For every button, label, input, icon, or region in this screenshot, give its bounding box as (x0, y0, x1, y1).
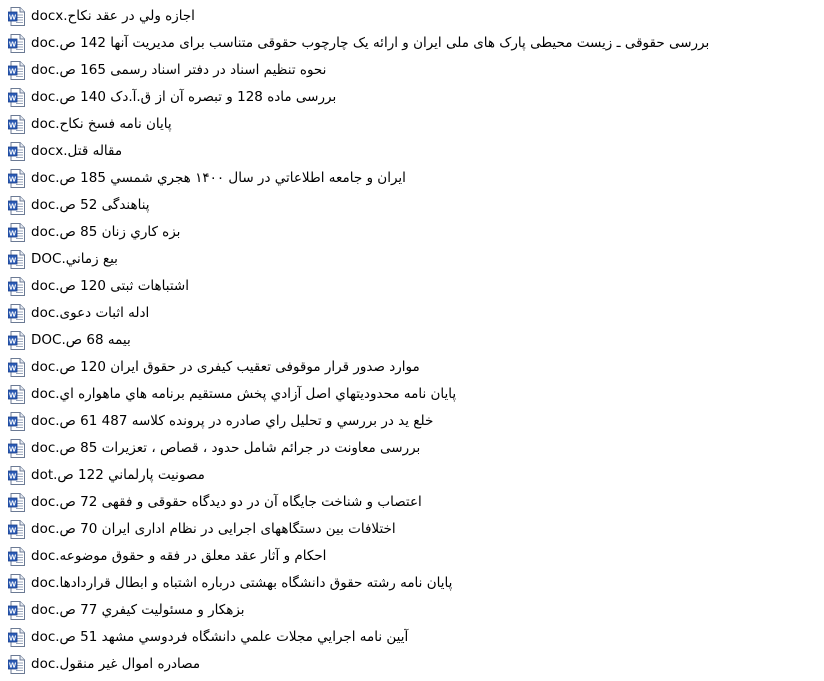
word-document-icon (8, 493, 25, 512)
file-name: پناهندگی 52 ص.doc (31, 197, 150, 213)
file-item[interactable] (0, 462, 824, 489)
svg-text:W: W (8, 255, 17, 265)
svg-text:W: W (8, 93, 17, 103)
file-item[interactable] (0, 111, 824, 138)
file-name: بررسی حقوقی ـ زیست محیطی پارک های ملی ایران و ارائه یک چارچوب حقوقی متناسب برای مدیریت آنها 142 ص.doc (31, 35, 710, 51)
word-document-icon (8, 169, 25, 188)
svg-text:W: W (8, 336, 17, 346)
file-name: بررسی معاونت در جرائم شامل حدود ، قصاص ، تعزیرات 85 ص.doc (31, 440, 421, 456)
file-name: بيع زماني.DOC (31, 251, 118, 267)
word-document-icon (8, 520, 25, 539)
file-name: نحوه تنظیم اسناد در دفتر اسناد رسمی 165 ص.doc (31, 62, 327, 78)
file-name: ادله اثبات دعوی.doc (31, 305, 150, 321)
file-item[interactable] (0, 3, 824, 30)
file-item[interactable] (0, 570, 824, 597)
word-document-icon (8, 655, 25, 674)
file-name: اعتصاب و شناخت جایگاه آن در دو دیدگاه حقوقی و فقهی 72 ص.doc (31, 494, 422, 510)
file-item[interactable] (0, 165, 824, 192)
file-item[interactable] (0, 354, 824, 381)
svg-text:W: W (8, 309, 17, 319)
file-name: مصادره اموال غير منقول.doc (31, 656, 201, 672)
file-item[interactable] (0, 138, 824, 165)
file-item[interactable] (0, 327, 824, 354)
svg-text:W: W (8, 498, 17, 508)
word-document-icon (8, 439, 25, 458)
word-document-icon (8, 358, 25, 377)
word-document-icon (8, 34, 25, 53)
file-item[interactable] (0, 246, 824, 273)
file-item[interactable] (0, 192, 824, 219)
file-name: بزهكار و مسئوليت كيفري 77 ص.doc (31, 602, 245, 618)
word-document-icon (8, 466, 25, 485)
file-name: بررسی ماده 128 و تبصره آن از ق.آ.دک 140 ص.doc (31, 89, 337, 105)
svg-text:W: W (8, 39, 17, 49)
svg-text:W: W (8, 579, 17, 589)
svg-text:W: W (8, 606, 17, 616)
word-document-icon (8, 628, 25, 647)
svg-text:W: W (8, 417, 17, 427)
word-document-icon (8, 88, 25, 107)
word-document-icon (8, 115, 25, 134)
file-name: اختلافات بين دستگاههاى اجرايى در نظام ادارى ايران 70 ص.doc (31, 521, 396, 537)
word-document-icon (8, 385, 25, 404)
svg-text:W: W (8, 444, 17, 454)
svg-text:W: W (8, 66, 17, 76)
word-document-icon (8, 223, 25, 242)
svg-text:W: W (8, 282, 17, 292)
file-name: اشتباهات ثبتی 120 ص.doc (31, 278, 189, 294)
file-item[interactable] (0, 489, 824, 516)
word-document-icon (8, 601, 25, 620)
file-item[interactable] (0, 543, 824, 570)
word-document-icon (8, 142, 25, 161)
svg-text:W: W (8, 174, 17, 184)
file-item[interactable] (0, 273, 824, 300)
svg-text:W: W (8, 120, 17, 130)
file-item[interactable] (0, 84, 824, 111)
file-name: بيمه 68 ص.DOC (31, 332, 131, 348)
word-document-icon (8, 331, 25, 350)
svg-text:W: W (8, 12, 17, 22)
file-item[interactable] (0, 219, 824, 246)
word-document-icon (8, 61, 25, 80)
file-item[interactable] (0, 300, 824, 327)
word-document-icon (8, 250, 25, 269)
file-item[interactable] (0, 408, 824, 435)
word-document-icon (8, 304, 25, 323)
file-name: مصونيت پارلماني 122 ص.dot (31, 467, 205, 483)
file-item[interactable] (0, 597, 824, 624)
file-name: پايان نامه فسخ نكاح.doc (31, 116, 172, 132)
word-document-icon (8, 7, 25, 26)
file-name: خلع يد در بررسي و تحليل راي صادره در پرونده كلاسه 487 61 ص.doc (31, 413, 434, 429)
svg-text:W: W (8, 552, 17, 562)
file-name: اجازه ولي در عقد نكاح.docx (31, 8, 195, 24)
file-name: احكام و آثار عقد معلق در فقه و حقوق موضوعه.doc (31, 548, 327, 564)
word-document-icon (8, 547, 25, 566)
file-name: پايان نامه رشته حقوق دانشگاه بهشتی درباره اشتباه و ابطال قراردادها.doc (31, 575, 453, 591)
svg-text:W: W (8, 201, 17, 211)
file-name: آيين نامه اجرايي مجلات علمي دانشگاه فردوسي مشهد 51 ص.doc (31, 629, 409, 645)
svg-text:W: W (8, 390, 17, 400)
svg-text:W: W (8, 525, 17, 535)
file-item[interactable] (0, 651, 824, 678)
word-document-icon (8, 196, 25, 215)
svg-text:W: W (8, 471, 17, 481)
file-name: مقاله قتل.docx (31, 143, 123, 159)
file-item[interactable] (0, 30, 824, 57)
svg-text:W: W (8, 228, 17, 238)
file-name: پايان نامه محدوديتهاي اصل آزادي پخش مستقيم برنامه هاي ماهواره اي.doc (31, 386, 457, 402)
svg-text:W: W (8, 147, 17, 157)
file-name: موارد صدور قرار موقوفی تعقیب کیفری در حقوق ایران 120 ص.doc (31, 359, 420, 375)
word-document-icon (8, 574, 25, 593)
file-item[interactable] (0, 624, 824, 651)
svg-text:W: W (8, 363, 17, 373)
file-item[interactable] (0, 516, 824, 543)
word-document-icon (8, 277, 25, 296)
file-item[interactable] (0, 435, 824, 462)
file-item[interactable] (0, 381, 824, 408)
svg-text:W: W (8, 660, 17, 670)
word-document-icon (8, 412, 25, 431)
file-name: بزه كاري زنان 85 ص.doc (31, 224, 181, 240)
file-item[interactable] (0, 57, 824, 84)
file-name: ايران و جامعه اطلاعاتي در سال ۱۴۰۰ هجري شمسي 185 ص.doc (31, 170, 406, 186)
svg-text:W: W (8, 633, 17, 643)
